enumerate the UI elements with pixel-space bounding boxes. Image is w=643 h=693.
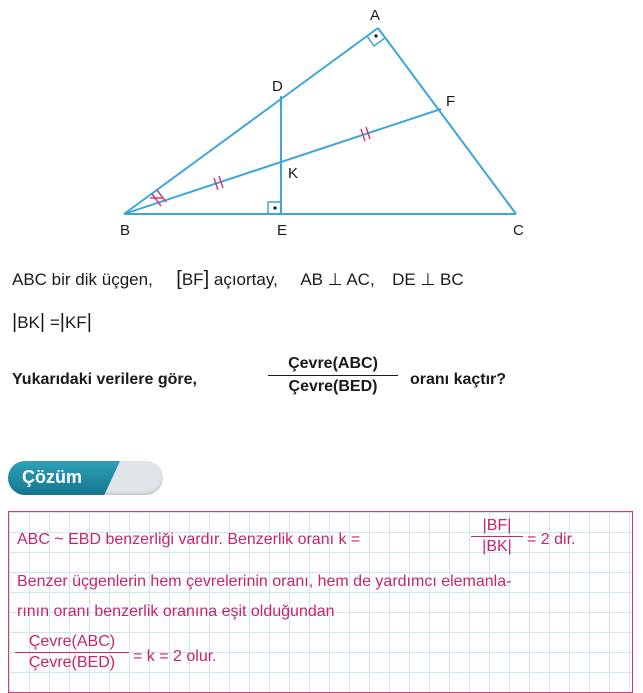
label-k: K (288, 165, 299, 182)
label-a: A (370, 7, 381, 24)
given-kf: KF (64, 313, 87, 332)
solution-ratio-fraction (471, 517, 523, 556)
question-suffix: oranı kaçtır? (410, 371, 507, 388)
solution-line-4-suffix: = k = 2 olur. (133, 648, 217, 665)
triangle-figure (0, 0, 643, 250)
solution-line-1: ABC ~ EBD benzerliği vardır. Benzerlik oranı k = (17, 531, 361, 548)
solution-line-3: rının oranı benzerlik oranına eşit olduğundan (17, 603, 335, 620)
solution-line-2: Benzer üçgenlerin hem çevrelerinin oranı, hem de yardımcı elemanla- (17, 573, 512, 590)
solution-badge (8, 461, 163, 495)
given-line-1: ABC bir dik üçgen, [BF] açıortay, AB ⊥ AC, DE ⊥ BC (12, 268, 464, 290)
side-ab (124, 28, 378, 214)
given-bk: BK (17, 313, 40, 332)
question-prefix: Yukarıdaki verilere göre, (12, 371, 197, 388)
question-fraction (268, 355, 398, 396)
label-f: F (446, 93, 456, 110)
label-b: B (120, 222, 131, 239)
given-equals: = (49, 313, 60, 332)
given-ab-perp-ac: AB ⊥ AC, (300, 270, 375, 289)
solution-perimeter-denominator: Çevre(BED) (28, 654, 116, 671)
solution-ratio-denominator: |BK| (482, 538, 512, 555)
question-denominator: Çevre(BED) (288, 378, 378, 395)
question-numerator: Çevre(ABC) (268, 355, 398, 376)
label-c: C (513, 222, 524, 239)
solution-badge-label: Çözüm (22, 467, 82, 487)
given-bisector: açıortay, (213, 270, 278, 289)
label-d: D (272, 78, 283, 95)
given-right-triangle: ABC bir dik üçgen, (12, 270, 153, 289)
given-de-perp-bc: DE ⊥ BC (392, 270, 464, 289)
solution-perimeter-fraction (15, 633, 129, 672)
label-e: E (277, 222, 288, 239)
side-ac (378, 28, 516, 214)
given-bf: BF (181, 270, 204, 289)
bisector-bf (124, 109, 441, 214)
solution-line-1-suffix: = 2 dir. (527, 531, 576, 548)
solution-perimeter-numerator: Çevre(ABC) (15, 633, 129, 653)
solution-box (8, 511, 633, 693)
given-line-2: |BK| =|KF| (12, 311, 92, 333)
solution-ratio-numerator: |BF| (471, 517, 523, 537)
